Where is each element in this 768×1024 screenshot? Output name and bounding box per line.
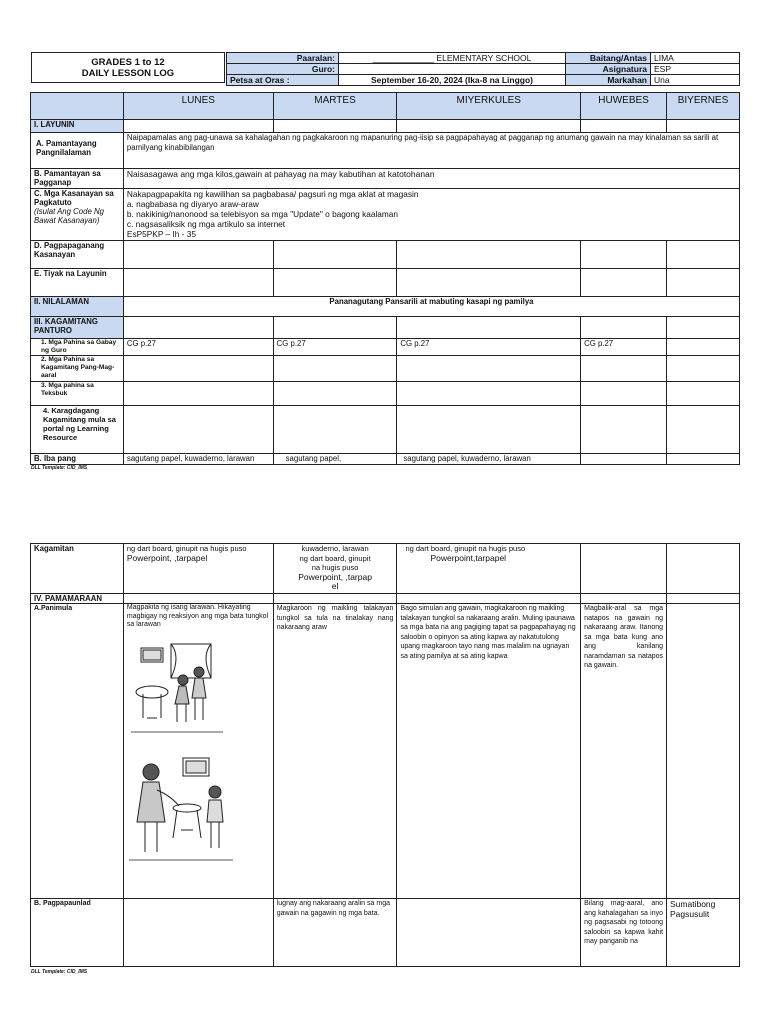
asignatura-value: ESP [651,64,740,75]
petsa-value: September 16-20, 2024 (Ika-8 na Linggo) [339,75,566,86]
petsa-label: Petsa at Oras : [227,75,339,86]
pagpapaunlad-huwebes: Bilang mag-aaral, ano ang kahalagahan sa inyo ng pagsasabi ng totoong saloobin sa kapwa kahit may panganib na [581,899,667,967]
kagamitan-miyerkules [397,544,581,594]
kasanayan-text [123,189,739,241]
day-header-biyernes: BIYERNES [667,93,740,120]
guro-value [339,64,566,75]
markahan-value: Una [651,75,740,86]
iba-pang-lunes: sagutang papel, kuwaderno, larawan [123,454,273,465]
row-label-pagpapaganang: D. Pagpapaganang Kasanayan [31,241,124,269]
section-pamamaraan: IV. PAMAMARAAN [31,594,124,604]
kasanayan-line-1: Nakapagpapakita ng kawilihan sa pagbabasa/ pagsuri ng mga aklat at magasin [126,189,419,199]
row-label-tiyak-na-layunin: E. Tiyak na Layunin [31,269,124,297]
kagamitan-martes-line-2: ng dart board, ginupit [299,553,371,563]
pamantayang-pangnilalaman-text: Naipapamalas ang pag-unawa sa kahalagahan ng pagkakaroon ng mapanuring pag-iisip sa pagpapahayag at pagganap ng anumang gawain na may kinalaman sa sarili at pamilyang kinabibilangan [123,133,739,169]
guro-label: Guro: [227,64,339,75]
iba-pang-miyerkules: sagutang papel, kuwaderno, larawan [397,454,581,465]
lesson-log-table [30,92,740,465]
panimula-miyerkules: Bago simulan ang gawain, magkakaroon ng maikling talakayan tungkol sa nakaraang aralin. Muling ipaunawa sa mga bata na ang pagiging tapat sa pagpapahayag ng saloobin o opinyon sa ating kapwa ay nakatutulong upang magkaroon tayo nang mas malalim na ugnayan sa ating pamilya at sa ating kapwa [397,604,581,899]
section-layunin: I. LAYUNIN [31,120,124,133]
corner-header [31,93,124,120]
row-label-pamantayan-pagganap: B. Pamantayan sa Pagganap [31,169,124,189]
kasanayan-sublabel: (Isulat Ang Code Ng Bawat Kasanayan) [34,207,104,225]
kagamitan-martes-line-4: Powerpoint, ,tarpap [298,571,372,582]
asignatura-label: Asignatura [566,64,651,75]
row-label-panimula: A.Panimula [31,604,124,899]
baitang-label: Baitang/Antas [566,53,651,64]
row-label-teksbuk: 3. Mga pahina sa Teksbuk [31,382,124,406]
document-title [31,52,225,83]
kagamitan-lunes-line-2: Powerpoint, ,tarpapel [126,552,208,563]
panimula-lunes [123,604,273,899]
gabay-guro-martes: CG p.27 [273,339,397,356]
panimula-lunes-text: Magpakita ng isang larawan. Hikayating magbigay ng reaksiyon ang mga bata tungkol sa larawan [126,604,269,628]
gabay-guro-lunes: CG p.27 [123,339,273,356]
kagamitan-martes [273,544,397,594]
panimula-martes: Magkaroon ng maikling talakayan tungkol sa tula na tinalakay nang nakaraang araw [273,604,397,899]
section-kagamitang-panturo: III. KAGAMITANG PANTURO [31,317,124,339]
day-header-huwebes: HUWEBES [581,93,667,120]
kagamitan-miyerkules-line-1: ng dart board, ginupit na hugis puso [405,544,526,553]
footer-template-2: DLL Template: CID_IMS [31,969,88,975]
row-label-pagpapaunlad: B. Pagpapaunlad [31,899,124,967]
kagamitan-martes-line-1: kuwaderno, larawan [301,544,369,553]
footer-template-1: DLL Template: CID_IMS [31,465,88,471]
row-label-iba-pang: B. Iba pang [31,454,124,465]
baitang-value: LIMA [651,53,740,64]
row-label-kagamitang-mag-aaral: 2. Mga Pahina sa Kagamitang Pang-Mag-aaral [31,356,124,382]
iba-pang-martes: sagutang papel, [273,454,397,465]
kagamitan-lunes [123,544,273,594]
panimula-huwebes: Magbalik-aral sa mga natapos na gawain ng nakaraang araw. Itanong sa mga bata kung ano ang kanilang naramdaman sa natapos na gawain. [581,604,667,899]
paaralan-label: Paaralan: [227,53,339,64]
day-header-miyerkules: MIYERKULES [397,93,581,120]
title-line-1: GRADES 1 to 12 [91,56,165,68]
gabay-guro-miyerkules: CG p.27 [397,339,581,356]
iba-pang-biyernes [667,454,740,465]
row-label-pamantayang-pangnilalaman: A. Pamantayang Pangnilalaman [31,133,124,169]
row-label-karagdagang-kagamitan: 4. Karagdagang Kagamitang mula sa portal ng Learning Resource [31,406,124,454]
gabay-guro-huwebes: CG p.27 [581,339,667,356]
kasanayan-line-4: c. nagsasaliksik ng mga artikulo sa internet [126,219,286,229]
kasanayan-line-3: b. nakikinig/nanonood sa telebisyon sa mga "Update" o bagong kaalaman [126,209,399,219]
kagamitan-lunes-line-1: ng dart board, ginupit na hugis puso [126,544,247,553]
markahan-label: Markahan [566,75,651,86]
row-label-kasanayan [31,189,124,241]
pamantayan-pagganap-text: Naisasagawa ang mga kilos,gawain at pahayag na may kabutihan at katotohanan [123,169,739,189]
paaralan-value: _____________ ELEMENTARY SCHOOL [339,53,566,64]
kasanayan-line-2: a. nagbabasa ng diyaryo araw-araw [126,199,259,209]
lesson-log-table-continued [30,543,740,967]
family-illustration-2 [127,750,237,870]
nilalaman-text: Pananagutang Pansarili at mabuting kasapi ng pamilya [123,297,739,317]
gabay-guro-biyernes [667,339,740,356]
kasanayan-label: C. Mga Kasanayan sa Pagkatuto [34,189,114,207]
title-line-2: DAILY LESSON LOG [81,67,175,79]
kagamitan-martes-line-5: el [331,581,339,591]
family-illustration-1 [127,636,227,736]
iba-pang-huwebes [581,454,667,465]
row-label-kagamitan: Kagamitan [31,544,124,594]
kasanayan-code: EsP5PKP – Ih - 35 [126,229,196,239]
section-nilalaman: II. NILALAMAN [31,297,124,317]
day-header-lunes: LUNES [123,93,273,120]
header-info-table [226,52,740,86]
kagamitan-miyerkules-line-2: Powerpoint,tarpapel [430,552,507,563]
row-label-gabay-guro: 1. Mga Pahina sa Gabay ng Guro [31,339,124,356]
pagpapaunlad-biyernes: Sumatibong Pagsusulit [667,899,740,967]
kagamitan-martes-line-3: na hugis puso [311,563,359,572]
pagpapaunlad-martes: lugnay ang nakaraang aralin sa mga gawain na gagawin ng mga bata. [273,899,397,967]
day-header-martes: MARTES [273,93,397,120]
